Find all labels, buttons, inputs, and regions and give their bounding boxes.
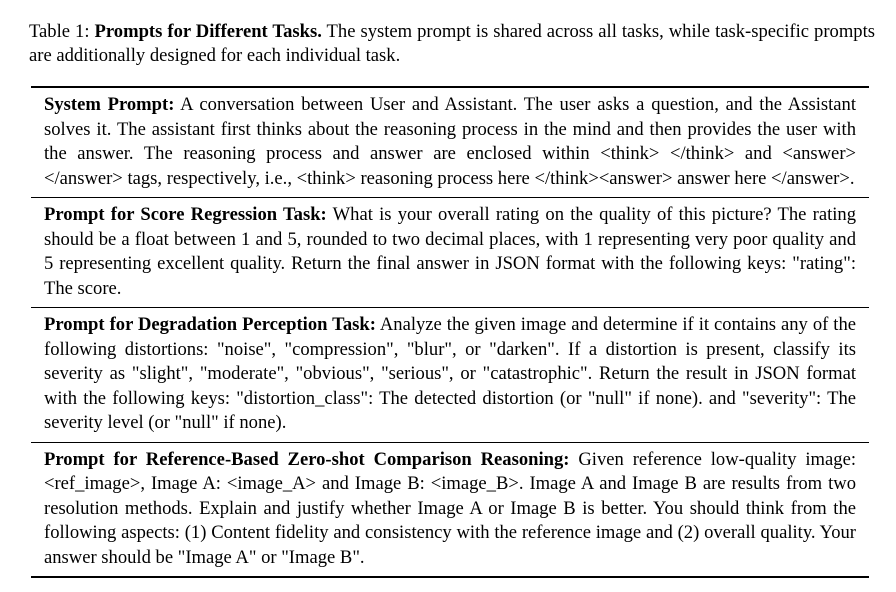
table-caption xyxy=(29,20,875,68)
row-label: Prompt for Reference-Based Zero-shot Comparison Reasoning: xyxy=(44,448,570,470)
table-row-comparison-reasoning xyxy=(31,443,869,577)
caption-title: Prompts for Different Tasks. xyxy=(94,21,322,42)
row-text: Analyze the given image and determine if it contains any of the following distortions: "noise", "compression", "blur", or "darken". If a distortion is present, classify its severity as "slight", "moderate", "obvious", "serious", or "catastrophic". Return the result in JSON format with the following keys: "distortion_class": The detected distortion (or "null" if none). and "severity": The severity level (or "null" if none). xyxy=(44,314,857,433)
row-text: A conversation between User and Assistant. The user asks a question, and the Assistant solves it. The assistant first thinks about the reasoning process in the mind and then provides the user with the answer. The reasoning process and answer are enclosed within <think> </think> and <answer> </answer> tags, respectively, i.e., <think> reasoning process here </think><answer> answer here </answer>. xyxy=(44,94,856,189)
prompts-table xyxy=(31,86,869,578)
table-row-system-prompt xyxy=(31,88,869,198)
row-label: Prompt for Degradation Perception Task: xyxy=(44,314,376,335)
row-label: Prompt for Score Regression Task: xyxy=(44,204,327,225)
caption-text: The system prompt is shared across all tasks, while task-specific prompts are additionally designed for each individual task. xyxy=(29,21,875,66)
table-row-score-regression xyxy=(31,198,869,308)
row-text: Given reference low-quality image: <ref_image>, Image A: <image_A> and Image B: <image_B>. Image A and Image B are results from two resolution methods. Explain and justify whether Image A or Image B is better. You should think from the following aspects: (1) Content fidelity and consistency with the reference image and (2) overall quality. Your answer should be "Image A" or "Image B". xyxy=(44,448,856,568)
table-row-degradation-perception xyxy=(31,308,869,443)
row-label: System Prompt: xyxy=(44,94,175,115)
row-text: What is your overall rating on the quality of this picture? The rating should be a float between 1 and 5, rounded to two decimal places, with 1 representing very poor quality and 5 representing excellent quality. Return the final answer in JSON format with the following keys: "rating": The score. xyxy=(44,204,856,299)
caption-prefix: Table 1: xyxy=(29,21,95,42)
